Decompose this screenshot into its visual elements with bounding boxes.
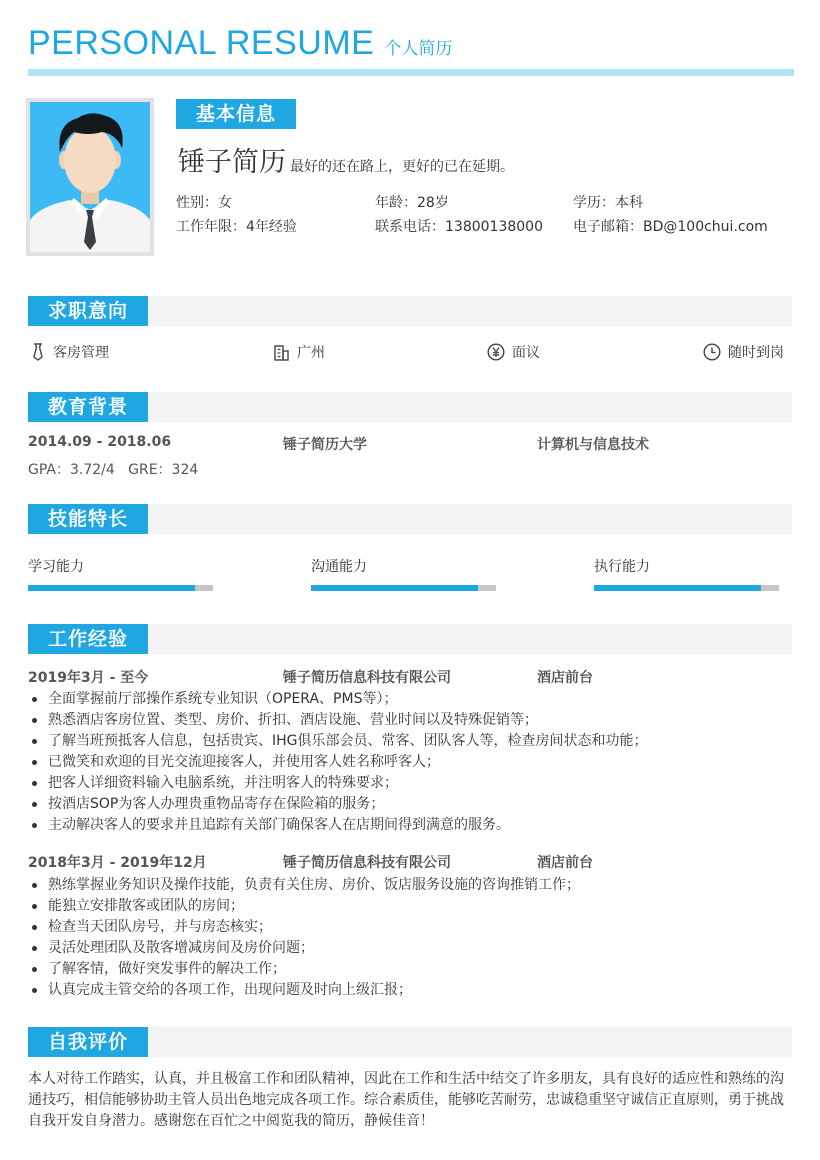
list-item: 按酒店SOP为客人办理贵重物品寄存在保险箱的服务； xyxy=(30,794,648,815)
list-item: 熟悉酒店客房位置、类型、房价、折扣、酒店设施、营业时间以及特殊促销等； xyxy=(30,710,648,731)
skill-bar xyxy=(28,585,213,591)
list-item: 熟练掌握业务知识及操作技能，负责有关住房、房价、饭店服务设施的咨询推销工作； xyxy=(30,875,580,896)
job-company: 锤子简历信息科技有限公司 xyxy=(283,855,451,871)
education-major: 计算机与信息技术 xyxy=(537,437,649,453)
info-years: 工作年限：4年经验 xyxy=(176,219,297,235)
section-intent xyxy=(28,296,792,326)
section-title-intent: 求职意向 xyxy=(28,296,148,326)
job-position: 酒店前台 xyxy=(537,855,593,871)
skill-bar-fill xyxy=(28,585,195,591)
intent-position-label: 客房管理 xyxy=(53,345,109,361)
clock-icon xyxy=(703,343,721,361)
avatar-photo xyxy=(26,98,154,256)
skill-label: 执行能力 xyxy=(594,559,650,575)
header-divider xyxy=(28,69,794,76)
job-duties-list xyxy=(30,689,648,836)
section-title-basic: 基本信息 xyxy=(176,99,296,129)
job-company: 锤子简历信息科技有限公司 xyxy=(283,670,451,686)
skill-label: 沟通能力 xyxy=(311,559,367,575)
section-title-self: 自我评价 xyxy=(28,1027,148,1057)
education-scores: GPA：3.72/4 GRE：324 xyxy=(28,462,199,478)
job-position: 酒店前台 xyxy=(537,670,593,686)
building-icon xyxy=(273,344,290,361)
list-item: 主动解决客人的要求并且追踪有关部门确保客人在店期间得到满意的服务。 xyxy=(30,815,648,836)
skill-bar-fill xyxy=(311,585,478,591)
info-email: 电子邮箱：BD@100chui.com xyxy=(573,219,768,235)
intent-city xyxy=(273,342,325,362)
applicant-name: 锤子简历 xyxy=(178,147,286,178)
tie-icon xyxy=(30,343,46,361)
list-item: 灵活处理团队及散客增减房间及房价问题； xyxy=(30,938,580,959)
section-skills xyxy=(28,504,792,534)
info-age: 年龄：28岁 xyxy=(375,195,449,211)
intent-city-label: 广州 xyxy=(297,345,325,361)
list-item: 把客人详细资料输入电脑系统，并注明客人的特殊要求； xyxy=(30,773,648,794)
job-duties-list xyxy=(30,875,580,1001)
skill-bar-fill xyxy=(594,585,761,591)
list-item: 了解客情，做好突发事件的解决工作； xyxy=(30,959,580,980)
list-item: 已微笑和欢迎的目光交流迎接客人，并使用客人姓名称呼客人； xyxy=(30,752,648,773)
skill-label: 学习能力 xyxy=(28,559,84,575)
info-phone: 联系电话：13800138000 xyxy=(375,219,543,235)
intent-availability xyxy=(703,342,784,362)
section-education xyxy=(28,392,792,422)
self-evaluation-text: 本人对待工作踏实，认真，并且极富工作和团队精神，因此在工作和生活中结交了许多朋友，具有良好的适应性和熟练的沟通技巧，相信能够协助主管人员出色地完成各项工作。综合素质佳，能够吃苦耐劳，忠诚稳重坚守诚信正直原则，勇于挑战自我开发自身潜力。感谢您在百忙之中阅览我的简历，静候佳音！ xyxy=(28,1071,784,1129)
resume-title xyxy=(28,24,452,63)
list-item: 认真完成主管交给的各项工作，出现问题及时向上级汇报； xyxy=(30,980,580,1001)
job-period: 2019年3月 - 至今 xyxy=(28,670,149,686)
education-school: 锤子简历大学 xyxy=(283,437,367,453)
job-period: 2018年3月 - 2019年12月 xyxy=(28,855,207,871)
intent-position xyxy=(30,342,109,362)
section-title-skills: 技能特长 xyxy=(28,504,148,534)
info-degree: 学历：本科 xyxy=(573,195,643,211)
section-self xyxy=(28,1027,792,1057)
list-item: 能独立安排散客或团队的房间； xyxy=(30,896,580,917)
section-work xyxy=(28,624,792,654)
skill-bar xyxy=(311,585,496,591)
education-period: 2014.09 - 2018.06 xyxy=(28,434,172,450)
intent-salary xyxy=(487,342,540,362)
skill-bar xyxy=(594,585,779,591)
avatar-illustration xyxy=(30,102,150,252)
info-gender: 性别：女 xyxy=(176,195,232,211)
name-line xyxy=(178,140,514,179)
yen-icon xyxy=(487,343,505,361)
intent-salary-label: 面议 xyxy=(512,345,540,361)
applicant-motto: 最好的还在路上，更好的已在延期。 xyxy=(290,159,514,175)
section-title-education: 教育背景 xyxy=(28,392,148,422)
resume-title-cn: 个人简历 xyxy=(384,39,453,59)
section-title-work: 工作经验 xyxy=(28,624,148,654)
list-item: 检查当天团队房号，并与房态核实； xyxy=(30,917,580,938)
list-item: 了解当班预抵客人信息，包括贵宾、IHG俱乐部会员、常客、团队客人等，检查房间状态和功能； xyxy=(30,731,648,752)
intent-availability-label: 随时到岗 xyxy=(728,345,784,361)
resume-title-en: PERSONAL RESUME xyxy=(28,24,375,62)
list-item: 全面掌握前厅部操作系统专业知识（OPERA、PMS等）； xyxy=(30,689,648,710)
